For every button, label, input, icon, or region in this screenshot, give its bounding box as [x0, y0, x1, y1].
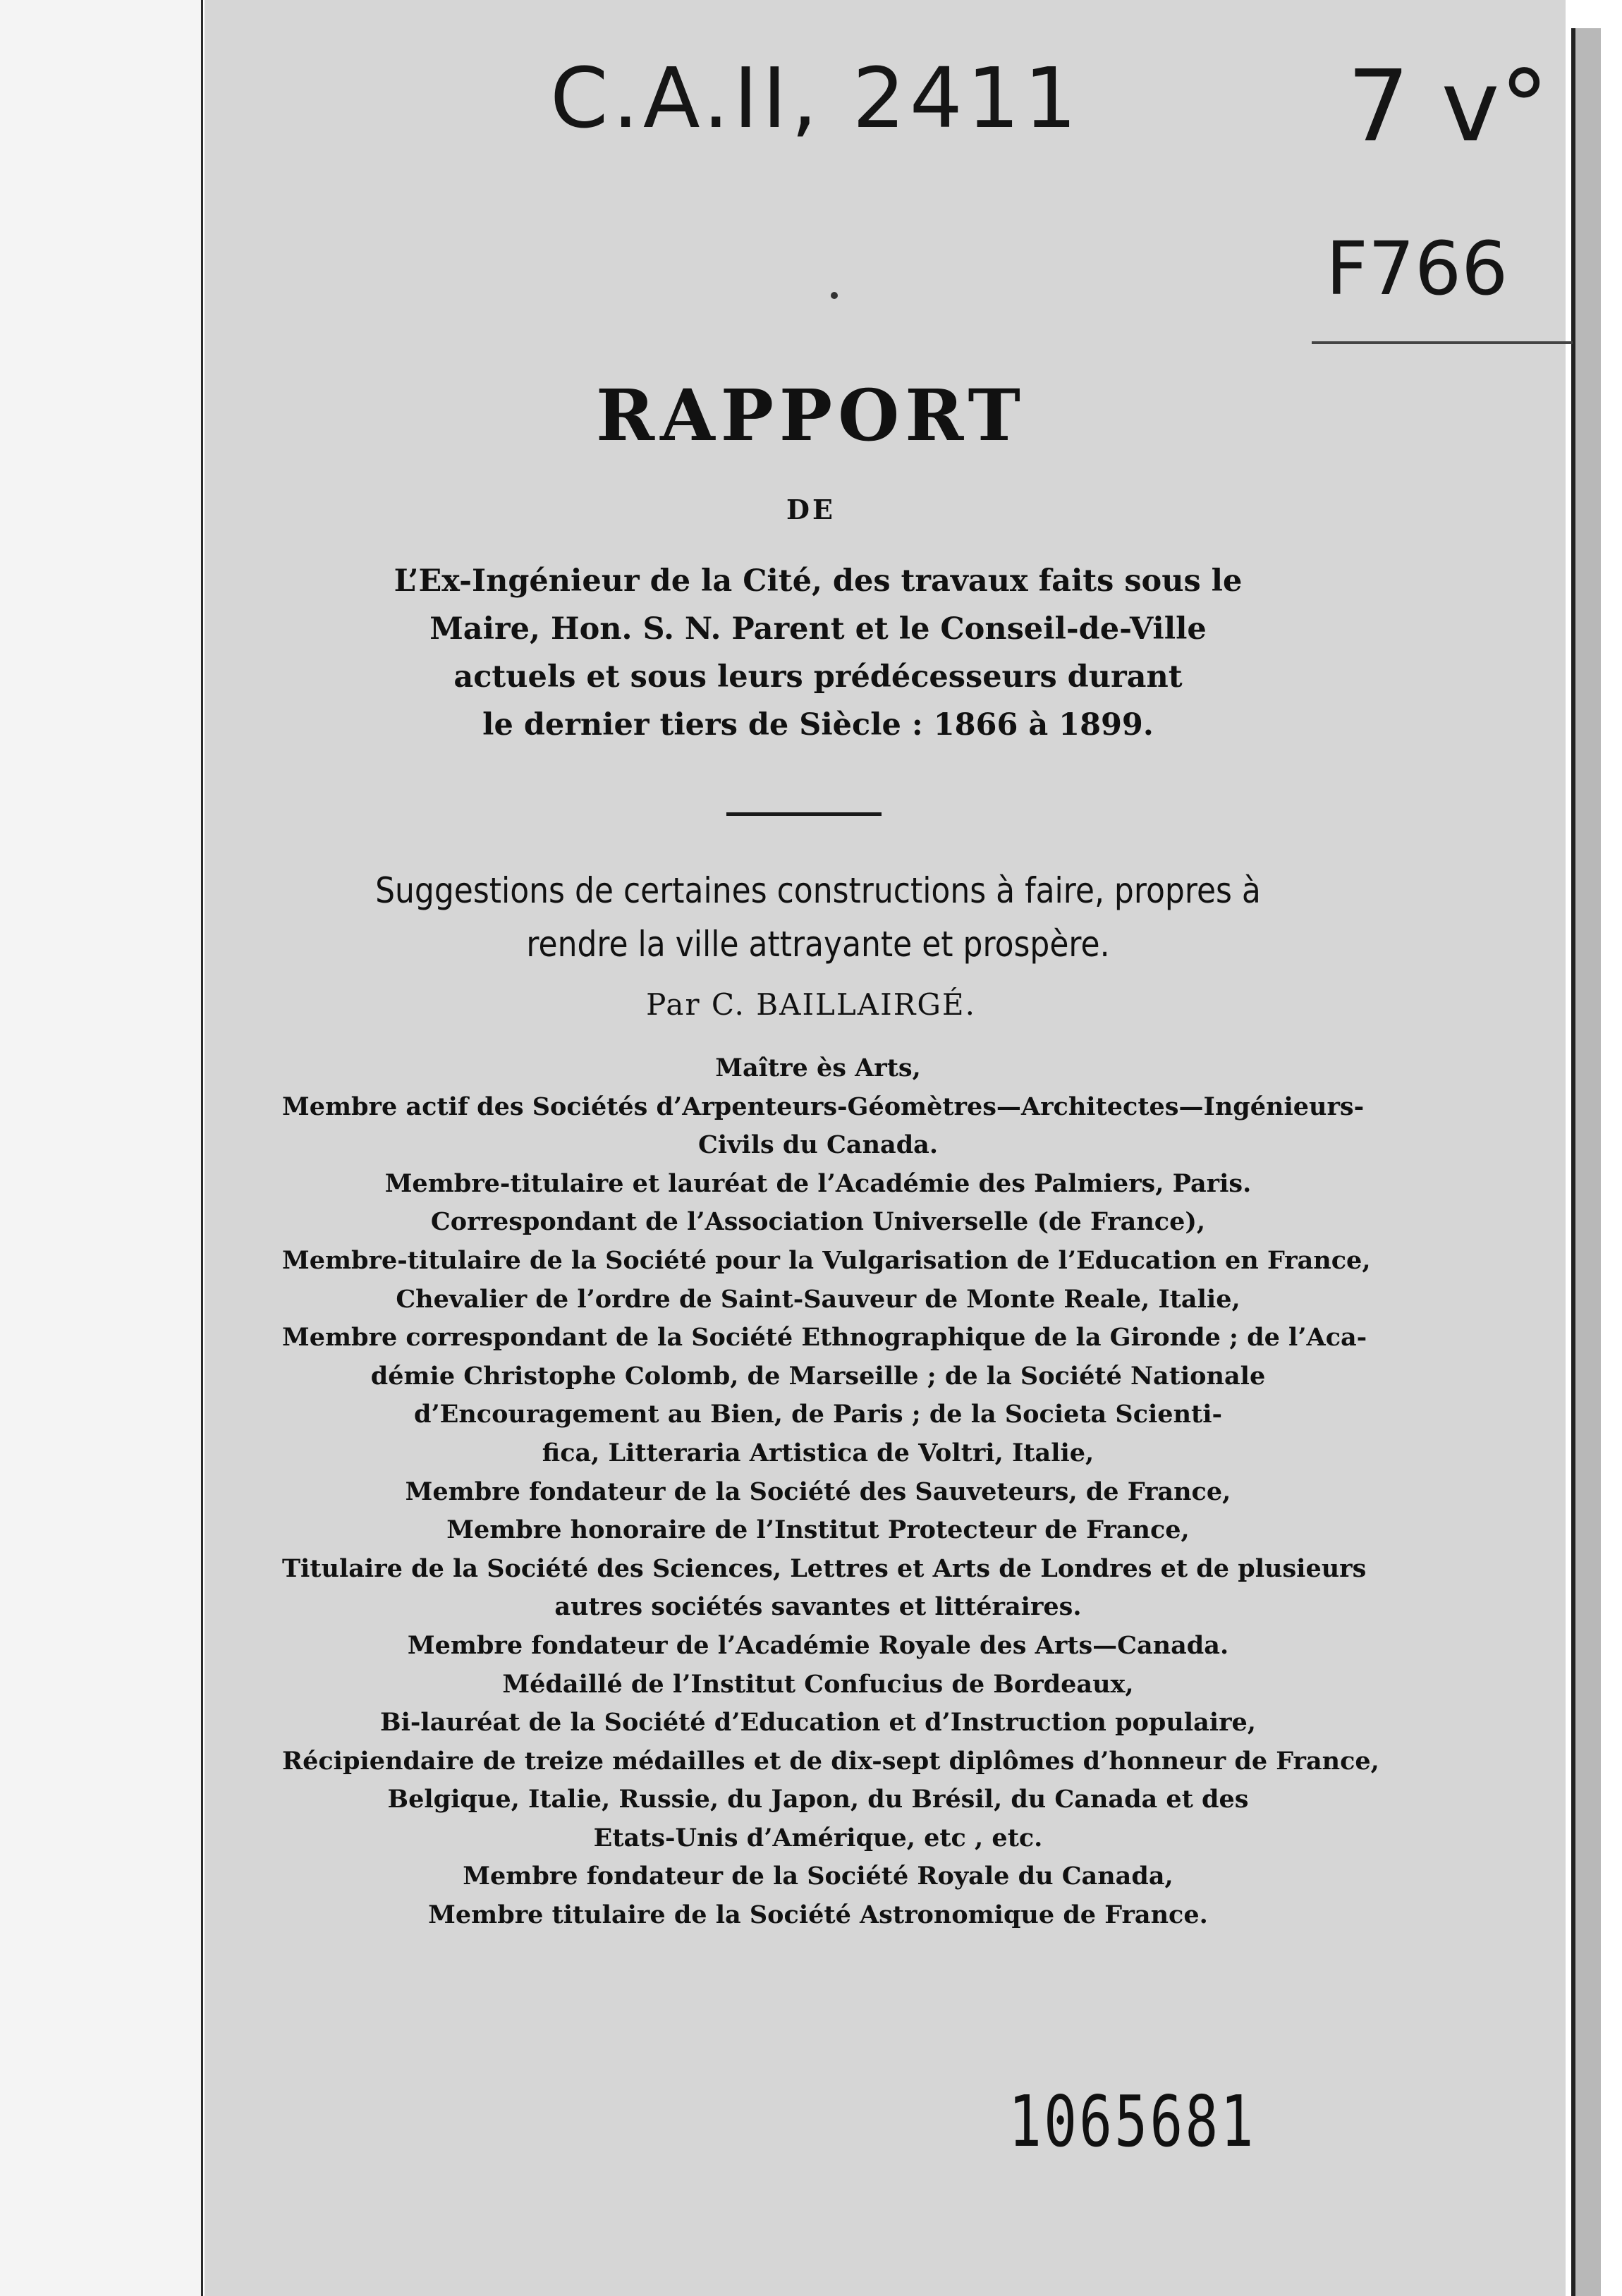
handwritten-volume-mark: 7 v° — [1347, 49, 1549, 164]
credential-line: Maître ès Arts, — [715, 1054, 921, 1082]
credential-line: Civils du Canada. — [697, 1130, 939, 1160]
heading-line: le dernier tiers de Siècle : 1866 à 1899. — [482, 707, 1154, 743]
section-divider — [726, 812, 882, 816]
credential-line: Membre correspondant de la Société Ethnographique de la Gironde ; de l’Aca- — [282, 1323, 1367, 1352]
credential-line: démie Christophe Colomb, de Marseille ; de la Société Nationale — [370, 1361, 1266, 1391]
report-heading — [310, 557, 1326, 749]
handwritten-shelf-mark: F766 — [1326, 226, 1508, 312]
handwritten-underline — [1312, 341, 1573, 344]
credential-line: Membre actif des Sociétés d’Arpenteurs-Géomètres—Architectes—Ingénieurs- — [282, 1092, 1365, 1121]
page-edge-strip — [1571, 28, 1601, 2296]
credential-line: Membre-titulaire de la Société pour la Vulgarisation de l’Education en France, — [282, 1245, 1371, 1275]
ink-dot — [831, 292, 838, 299]
credential-line: Membre titulaire de la Société Astronomique de France. — [428, 1900, 1208, 1930]
credential-line: Etats-Unis d’Amérique, etc , etc. — [593, 1823, 1043, 1852]
credential-line: Médaillé de l’Institut Confucius de Bordeaux, — [502, 1669, 1134, 1699]
author-credentials — [282, 1049, 1379, 1935]
credential-line: Membre honoraire de l’Institut Protecteur de France, — [446, 1515, 1190, 1545]
credential-line: Membre fondateur de l’Académie Royale des Arts—Canada. — [407, 1630, 1229, 1660]
scan-right-margin — [1566, 0, 1622, 2296]
document-title: RAPPORT — [596, 374, 1026, 457]
library-stamp-number: 1065681 — [1008, 2080, 1256, 2163]
credential-line: Bi-lauréat de la Société d’Education et d’Instruction populaire, — [380, 1708, 1256, 1738]
subtitle-line: rendre la ville attrayante et prospère. — [526, 924, 1110, 965]
suggestions-subtitle — [359, 864, 1277, 971]
handwritten-catalog-number: C.A.II, 2411 — [550, 49, 1081, 147]
heading-line: L’Ex-Ingénieur de la Cité, des travaux faits sous le — [394, 563, 1243, 599]
credential-line: Titulaire de la Société des Sciences, Lettres et Arts de Londres et de plusieurs — [282, 1553, 1367, 1583]
subtitle-line: Suggestions de certaines constructions à faire, propres à — [375, 870, 1261, 911]
credential-line: fica, Litteraria Artistica de Voltri, Italie, — [542, 1438, 1094, 1467]
credential-line: Membre fondateur de la Société Royale du Canada, — [463, 1862, 1173, 1891]
credential-line: Chevalier de l’ordre de Saint-Sauveur de Monte Reale, Italie, — [396, 1284, 1240, 1314]
credential-line: Récipiendaire de treize médailles et de dix-sept diplômes d’honneur de France, — [282, 1746, 1379, 1776]
credential-line: Membre fondateur de la Société des Sauveteurs, de France, — [405, 1477, 1231, 1506]
credential-line: autres sociétés savantes et littéraires. — [554, 1592, 1082, 1622]
title-connector: DE — [786, 494, 836, 525]
heading-line: actuels et sous leurs prédécesseurs durant — [453, 659, 1183, 695]
heading-line: Maire, Hon. S. N. Parent et le Conseil-de-Ville — [429, 611, 1207, 647]
credential-line: Correspondant de l’Association Universelle (de France), — [430, 1207, 1206, 1237]
scan-left-margin — [0, 0, 203, 2296]
author-line: Par C. BAILLAIRGÉ. — [646, 987, 976, 1022]
credential-line: Belgique, Italie, Russie, du Japon, du Brésil, du Canada et des — [387, 1785, 1249, 1814]
credential-line: d’Encouragement au Bien, de Paris ; de la Societa Scienti- — [413, 1400, 1223, 1429]
credential-line: Membre-titulaire et lauréat de l’Académie des Palmiers, Paris. — [384, 1168, 1252, 1198]
